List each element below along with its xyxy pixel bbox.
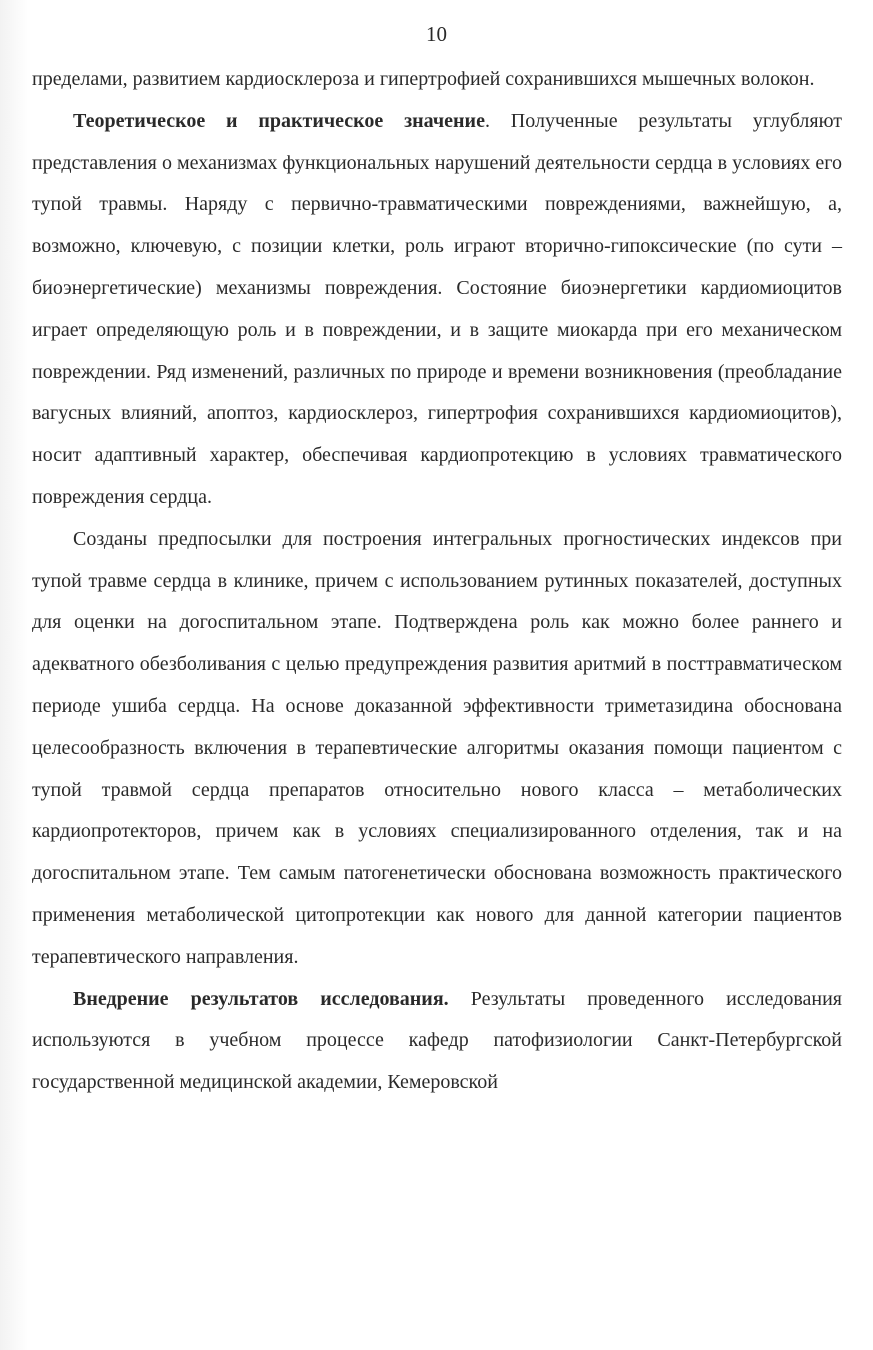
paragraph-continuation-text: пределами, развитием кардиосклероза и гипертрофией сохранившихся мышечных волокон. [32, 68, 815, 90]
page-number: 10 [426, 22, 447, 46]
paragraph-prerequisites [32, 519, 842, 979]
paragraph-implementation [32, 979, 842, 1104]
significance-text: . Полученные результаты углубляют представления о механизмах функциональных нарушений деятельности сердца в условиях его тупой травмы. Наряду с первично-травматическими повреждениями, важнейшую, а, возможно, ключевую, с позиции клетки, роль играют вторично-гипоксические (по сути – биоэнергетические) механизмы повреждения. Состояние биоэнергетики кардиомиоцитов играет определяющую роль и в повреждении, и в защите миокарда при его механическом повреждении. Ряд изменений, различных по природе и времени возникновения (преобладание вагусных влияний, апоптоз, кардиосклероз, гипертрофия сохранившихся кардиомиоцитов), носит адаптивный характер, обеспечивая кардиопротекцию в условиях травматического повреждения сердца. [32, 109, 842, 508]
paragraph-continuation [32, 59, 842, 101]
body-text [32, 59, 842, 1104]
significance-heading: Теоретическое и практическое значение [73, 109, 485, 132]
prerequisites-text: Созданы предпосылки для построения интегральных прогностических индексов при тупой травме сердца в клинике, причем с использованием рутинных показателей, доступных для оценки на догоспитальном этапе. Подтверждена роль как можно более раннего и адекватного обезболивания с целью предупреждения развития аритмий в посттравматическом периоде ушиба сердца. На основе доказанной эффективности триметазидина обоснована целесообразность включения в терапевтические алгоритмы оказания помощи пациентом с тупой травмой сердца препаратов относительно нового класса – метаболических кардиопротекторов, причем как в условиях специализированного отделения, так и на догоспитальном этапе. Тем самым патогенетически обоснована возможность практического применения метаболической цитопротекции как нового для данной категории пациентов терапевтического направления. [32, 527, 842, 968]
implementation-text: Результаты проведенного исследования используются в учебном процессе кафедр патофизиологии Санкт-Петербургской государственной медицинской академии, Кемеровской [32, 987, 843, 1094]
implementation-heading: Внедрение результатов исследования. [73, 987, 449, 1010]
paragraph-significance [32, 101, 842, 519]
